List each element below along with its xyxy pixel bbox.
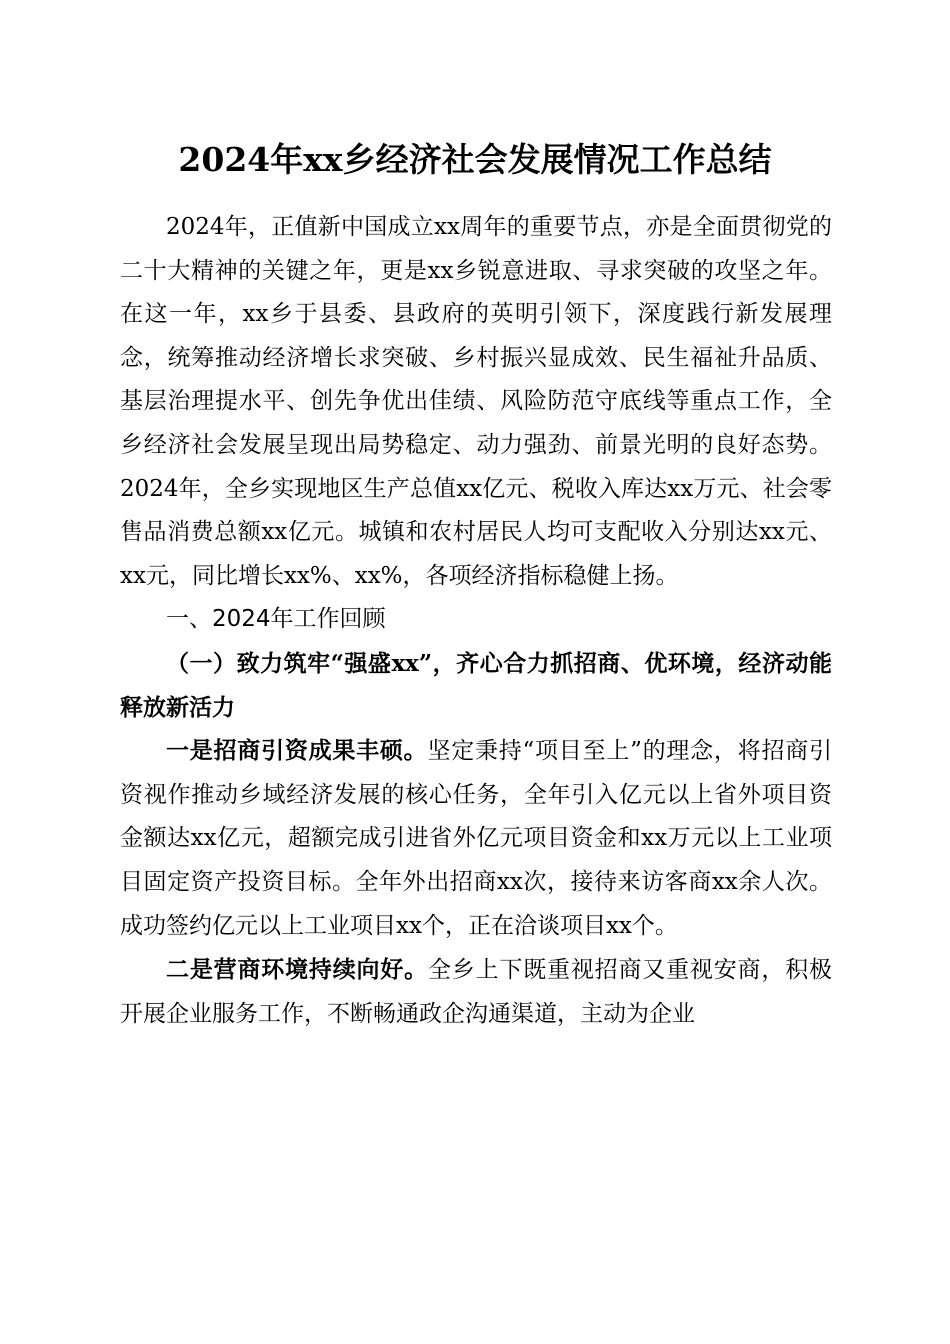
document-title: 2024年xx乡经济社会发展情况工作总结 [178, 140, 772, 179]
intro-paragraph: 2024年，正值新中国成立xx周年的重要节点，亦是全面贯彻党的二十大精神的关键之年，更是xx乡锐意进取、寻求突破的攻坚之年。在这一年，xx乡于县委、县政府的英明引领下，深度践行新发展理念，统筹推动经济增长求突破、乡村振兴显成效、民生福祉升品质、基层治理提水平、创先争优出佳绩、风险防范守底线等重点工作，全乡经济社会发展呈现出局势稳定、动力强劲、前景光明的良好态势。2024年，全乡实现地区生产总值xx亿元、税收入库达xx万元、社会零售品消费总额xx亿元。城镇和农村居民人均可支配收入分别达xx元、xx元，同比增长xx%、xx%，各项经济指标稳健上扬。 [120, 214, 832, 589]
paragraph-text: 坚定秉持“项目至上”的理念，将招商引资视作推动乡域经济发展的核心任务，全年引入亿元以上省外项目资金额达xx亿元，超额完成引进省外亿元项目资金和xx万元以上工业项目固定资产投资目标。全年外出招商xx次，接待来访客商xx余人次。成功签约亿元以上工业项目xx个，正在洽谈项目xx个。 [120, 738, 832, 939]
body-paragraph [120, 948, 832, 1036]
body-paragraph [120, 729, 832, 948]
paragraph-lead: 二是营商环境持续向好。 [166, 956, 428, 984]
paragraph-lead: 一是招商引资成果丰硕。 [166, 737, 428, 765]
section-heading: 一、2024年工作回顾 [166, 606, 386, 633]
document-body [120, 206, 832, 1036]
subsection-heading: （一）致力筑牢“强盛xx”，齐心合力抓招商、优环境，经济动能释放新活力 [120, 649, 832, 721]
paragraph-text: 全乡上下既重视招商又重视安商，积极开展企业服务工作，不断畅通政企沟通渠道，主动为企业 [120, 957, 833, 1027]
